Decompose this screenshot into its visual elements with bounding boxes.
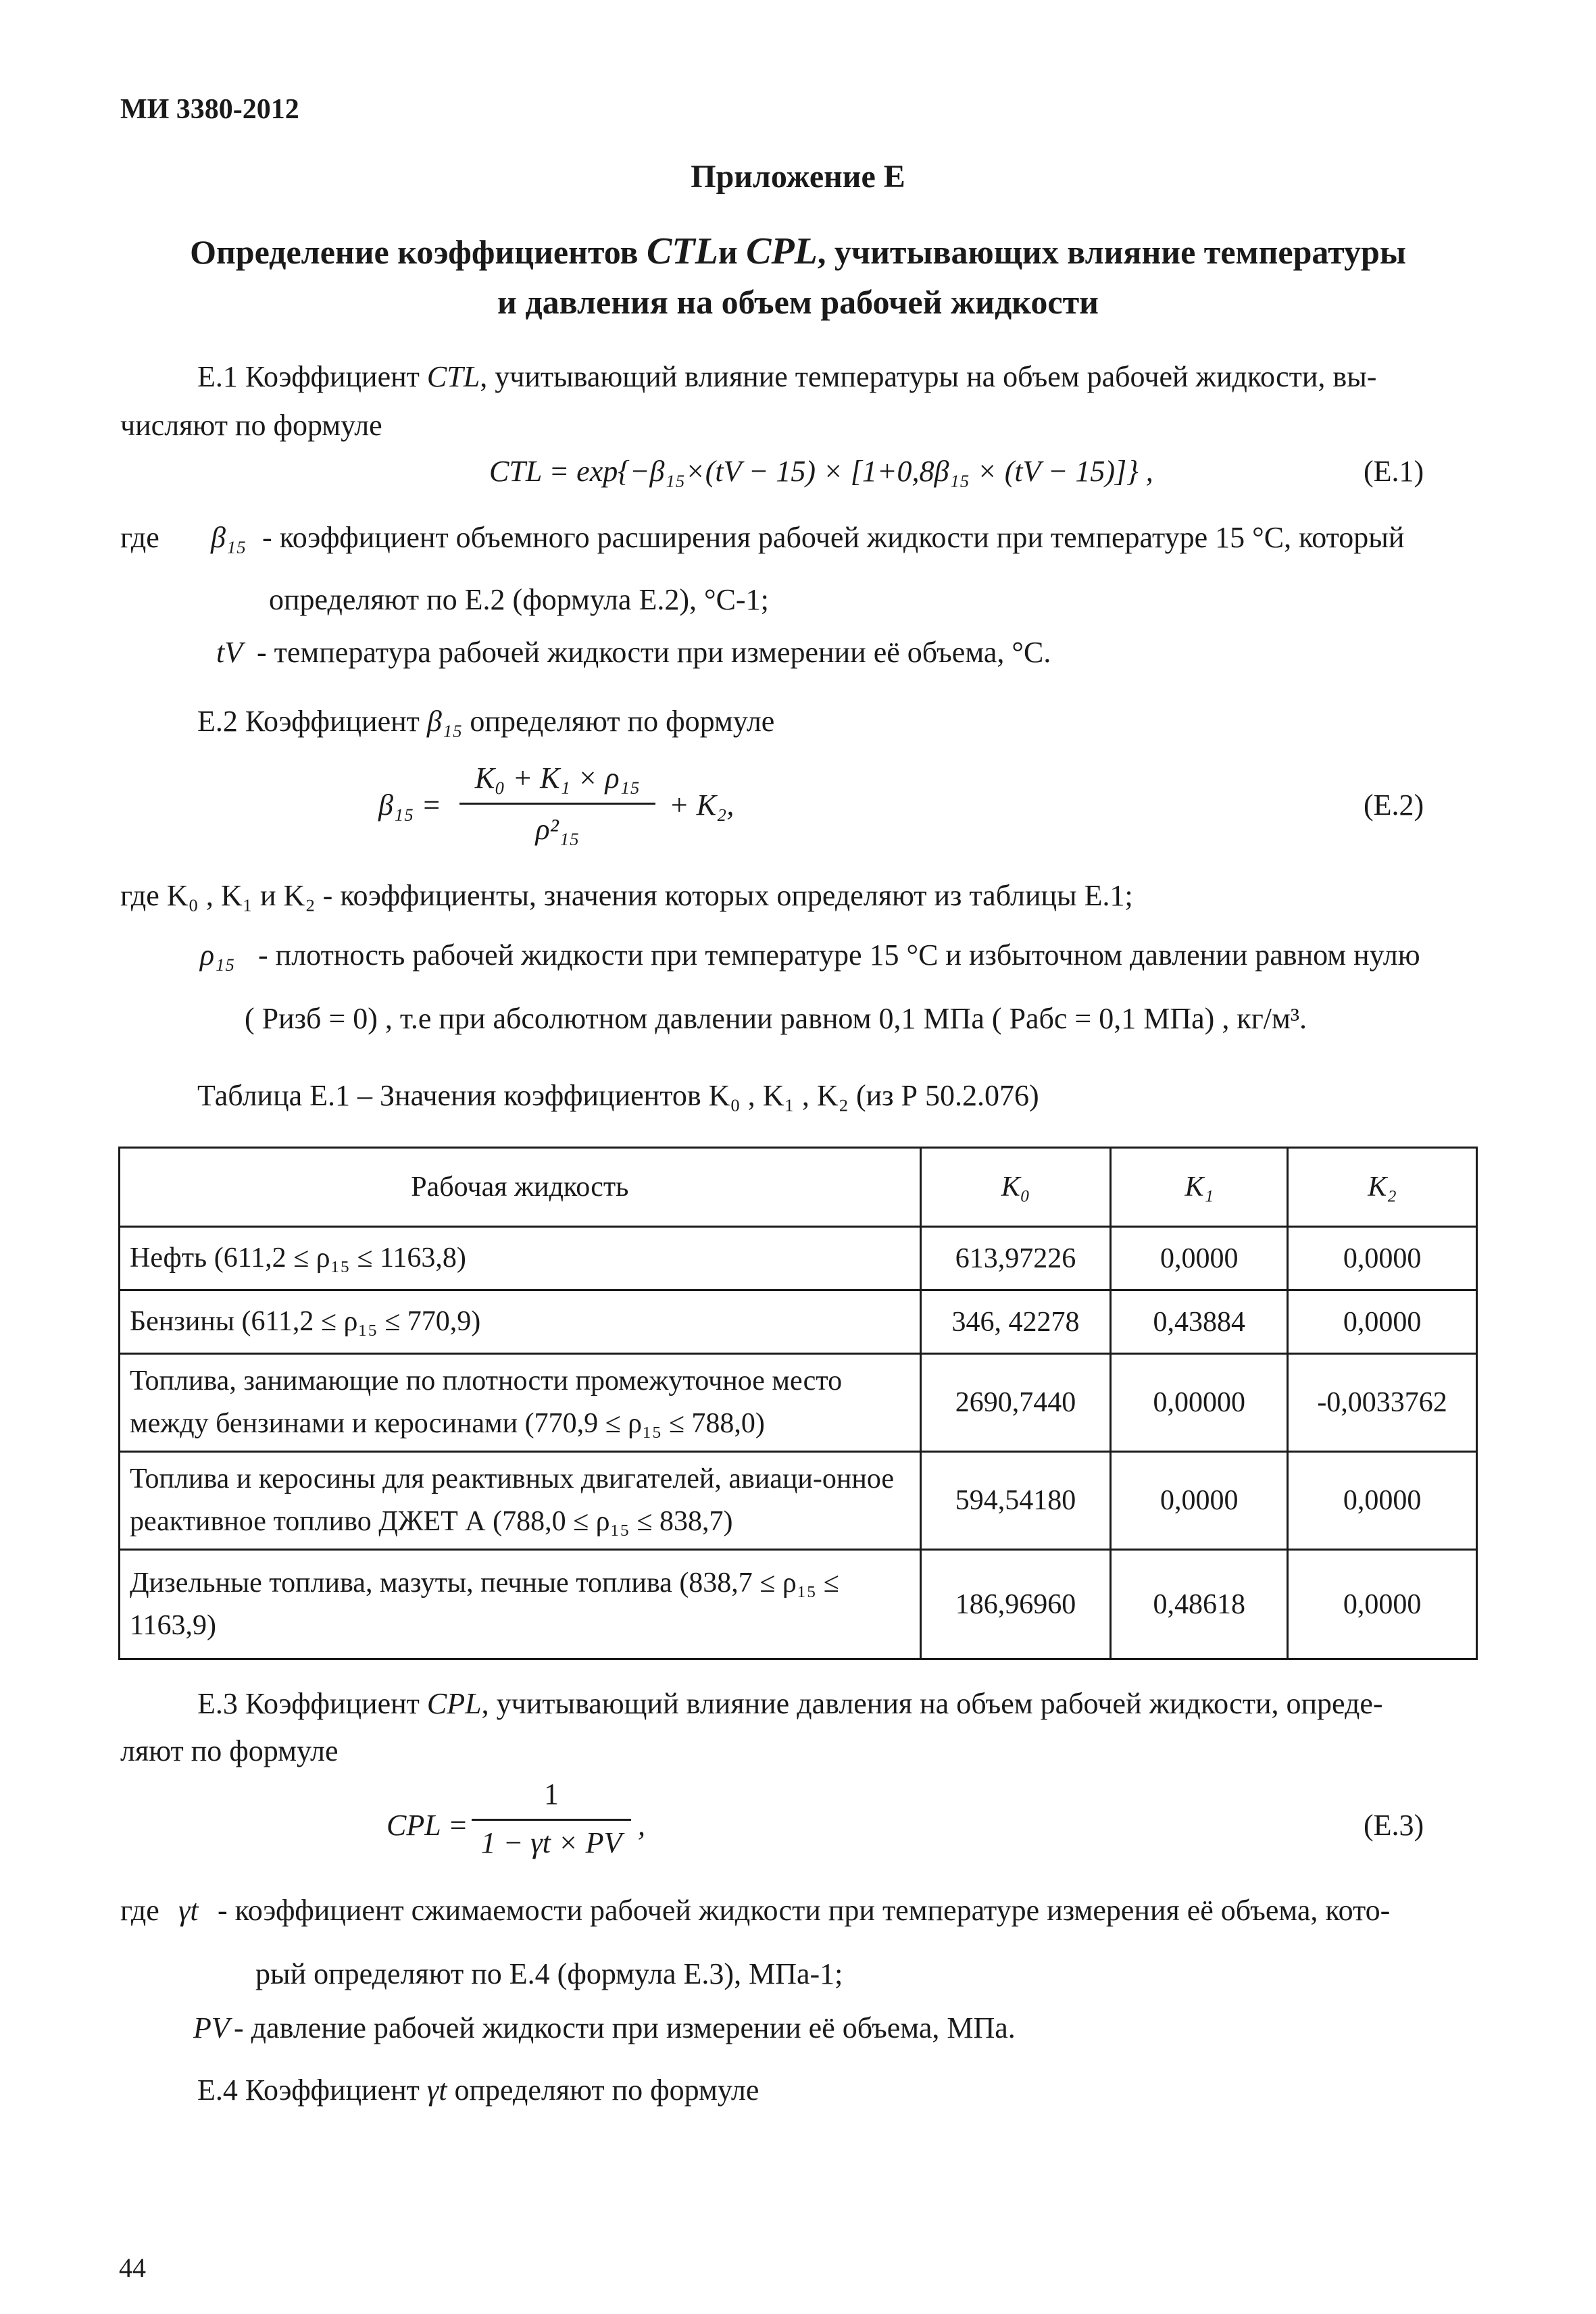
row-fluid-name: Топлива, занимающие по плотности промежуточное место между бензинами и керосинами (770,9 ≤ ρ₁₅ ≤ 788,0) bbox=[120, 1354, 921, 1452]
row-k2: 0,0000 bbox=[1288, 1290, 1477, 1354]
e4-intro-end: определяют по формуле bbox=[447, 2073, 759, 2107]
row-k1: 0,0000 bbox=[1111, 1227, 1288, 1290]
e3-where: где bbox=[120, 1894, 159, 1927]
table-row bbox=[120, 1290, 1477, 1354]
row-k0: 613,97226 bbox=[920, 1227, 1111, 1290]
e4-intro-var: γt bbox=[426, 2073, 447, 2107]
table-row bbox=[120, 1354, 1477, 1452]
e2-intro-start: Е.2 Коэффициент bbox=[197, 705, 427, 738]
eq-number-e1: (Е.1) bbox=[1364, 455, 1424, 488]
row-k0: 594,54180 bbox=[920, 1452, 1111, 1550]
e3-paragraph-line-2: ляют по формуле bbox=[120, 1734, 339, 1767]
formula-e2-denominator: ρ²₁₅ bbox=[535, 813, 580, 846]
formula-e2-fraction bbox=[459, 761, 655, 855]
e1-beta-symbol: β₁₅ bbox=[211, 521, 247, 554]
e2-intro-end: определяют по формуле bbox=[462, 705, 775, 738]
e4-intro bbox=[197, 2073, 759, 2107]
title-cpl: CPL bbox=[746, 230, 818, 272]
page-number: 44 bbox=[119, 2253, 146, 2283]
e2-where-line: где K₀ , K₁ и K₂ - коэффициенты, значения которых определяют из таблицы Е.1; bbox=[120, 879, 1133, 912]
e2-rho-desc-line-2: ( Pизб = 0) , т.е при абсолютном давлении равном 0,1 МПа ( Pабс = 0,1 МПа) , кг/м³. bbox=[245, 1002, 1307, 1035]
e3-gamma-symbol: γt bbox=[178, 1894, 199, 1927]
formula-e2-numerator: K₀ + K₁ × ρ₁₅ bbox=[474, 761, 641, 795]
row-k2: 0,0000 bbox=[1288, 1452, 1477, 1550]
e3-text-end: , учитывающий влияние давления на объем рабочей жидкости, опреде- bbox=[481, 1687, 1383, 1720]
table-caption: Таблица Е.1 – Значения коэффициентов K₀ , K₁ , K₂ (из Р 50.2.076) bbox=[197, 1079, 1039, 1112]
formula-e3-lhs: CPL = bbox=[386, 1809, 468, 1842]
e4-intro-start: Е.4 Коэффициент bbox=[197, 2073, 427, 2107]
formula-e3-fraction-bar bbox=[472, 1819, 631, 1821]
e3-paragraph-line-1 bbox=[197, 1686, 1383, 1721]
header-fluid: Рабочая жидкость bbox=[120, 1148, 921, 1227]
e1-var-ctl: CTL bbox=[426, 360, 480, 393]
e1-text-end: , учитывающий влияние температуры на объем рабочей жидкости, вы- bbox=[480, 360, 1377, 393]
row-fluid-name: Нефть (611,2 ≤ ρ₁₅ ≤ 1163,8) bbox=[120, 1227, 921, 1290]
e1-t-symbol: tV bbox=[216, 636, 243, 669]
e1-paragraph-line-1 bbox=[197, 359, 1376, 394]
title-text-1: Определение коэффициентов bbox=[190, 233, 647, 271]
e3-text-start: Е.3 Коэффициент bbox=[197, 1687, 427, 1720]
row-k0: 346, 42278 bbox=[920, 1290, 1111, 1354]
e2-rho-symbol: ρ₁₅ bbox=[200, 938, 235, 972]
header-k0: K₀ bbox=[920, 1148, 1111, 1227]
row-k1: 0,48618 bbox=[1111, 1550, 1288, 1659]
e3-p-desc: - давление рабочей жидкости при измерении её объема, МПа. bbox=[234, 2011, 1016, 2044]
table-header-row bbox=[120, 1148, 1477, 1227]
row-k0: 186,96960 bbox=[920, 1550, 1111, 1659]
e3-gamma-desc-line-2: рый определяют по Е.4 (формула Е.3), МПа-1; bbox=[255, 1957, 843, 1990]
table-row bbox=[120, 1227, 1477, 1290]
formula-e3-numerator: 1 bbox=[544, 1778, 559, 1811]
formula-e1: CTL = exp{−β₁₅×(tV − 15) × [1+0,8β₁₅ × (tV − 15)]} , bbox=[489, 455, 1153, 488]
row-fluid-name: Дизельные топлива, мазуты, печные топлива (838,7 ≤ ρ₁₅ ≤ 1163,9) bbox=[120, 1550, 921, 1659]
e1-t-desc: - температура рабочей жидкости при измерении её объема, °С. bbox=[257, 636, 1051, 669]
e1-paragraph-line-2: числяют по формуле bbox=[120, 409, 382, 442]
formula-e2-fraction-bar bbox=[459, 803, 655, 805]
formula-e2-rhs: + K₂, bbox=[669, 788, 734, 822]
header-k1: K₁ bbox=[1111, 1148, 1288, 1227]
coefficients-table bbox=[118, 1147, 1478, 1660]
table-row bbox=[120, 1452, 1477, 1550]
title-ctl: CTL bbox=[647, 230, 718, 272]
row-fluid-name: Бензины (611,2 ≤ ρ₁₅ ≤ 770,9) bbox=[120, 1290, 921, 1354]
header-k2: K₂ bbox=[1288, 1148, 1477, 1227]
document-code: МИ 3380-2012 bbox=[120, 94, 299, 125]
row-k1: 0,0000 bbox=[1111, 1452, 1288, 1550]
formula-e3-denominator: 1 − γt × PV bbox=[480, 1826, 622, 1859]
appendix-title bbox=[0, 230, 1596, 273]
table-row bbox=[120, 1550, 1477, 1659]
row-k2: -0,0033762 bbox=[1288, 1354, 1477, 1452]
e3-var-cpl: CPL bbox=[426, 1687, 482, 1720]
e1-text-start: Е.1 Коэффициент bbox=[197, 360, 427, 393]
title-text-2: , учитывающих влияние температуры bbox=[817, 233, 1406, 271]
e1-beta-desc-line-1: - коэффициент объемного расширения рабочей жидкости при температуре 15 °С, который bbox=[262, 521, 1405, 554]
formula-e3-tail: , bbox=[638, 1809, 645, 1842]
eq-number-e3: (Е.3) bbox=[1364, 1809, 1424, 1842]
row-k2: 0,0000 bbox=[1288, 1550, 1477, 1659]
e1-where: где bbox=[120, 521, 159, 554]
formula-e3-fraction bbox=[472, 1777, 631, 1871]
appendix-label: Приложение Е bbox=[691, 159, 905, 195]
e2-rho-desc-line-1: - плотность рабочей жидкости при температуре 15 °С и избыточном давлении равном нулю bbox=[258, 938, 1420, 972]
row-fluid-name: Топлива и керосины для реактивных двигателей, авиаци-онное реактивное топливо ДЖЕТ А (788,0 ≤ ρ₁₅ ≤ 838,7) bbox=[120, 1452, 921, 1550]
row-k1: 0,00000 bbox=[1111, 1354, 1288, 1452]
e3-p-symbol: PV bbox=[193, 2011, 230, 2044]
e1-beta-desc-line-2: определяют по Е.2 (формула Е.2), °С-1; bbox=[269, 583, 769, 616]
row-k2: 0,0000 bbox=[1288, 1227, 1477, 1290]
formula-e2-lhs: β₁₅ = bbox=[378, 788, 442, 822]
title-and: и bbox=[718, 233, 747, 271]
e2-intro-var: β₁₅ bbox=[426, 705, 463, 738]
row-k1: 0,43884 bbox=[1111, 1290, 1288, 1354]
e3-gamma-desc-line-1: - коэффициент сжимаемости рабочей жидкости при температуре измерения её объема, кото- bbox=[218, 1894, 1391, 1927]
eq-number-e2: (Е.2) bbox=[1364, 788, 1424, 822]
e2-intro bbox=[197, 704, 774, 738]
row-k0: 2690,7440 bbox=[920, 1354, 1111, 1452]
appendix-title-line-2: и давления на объем рабочей жидкости bbox=[497, 283, 1099, 321]
